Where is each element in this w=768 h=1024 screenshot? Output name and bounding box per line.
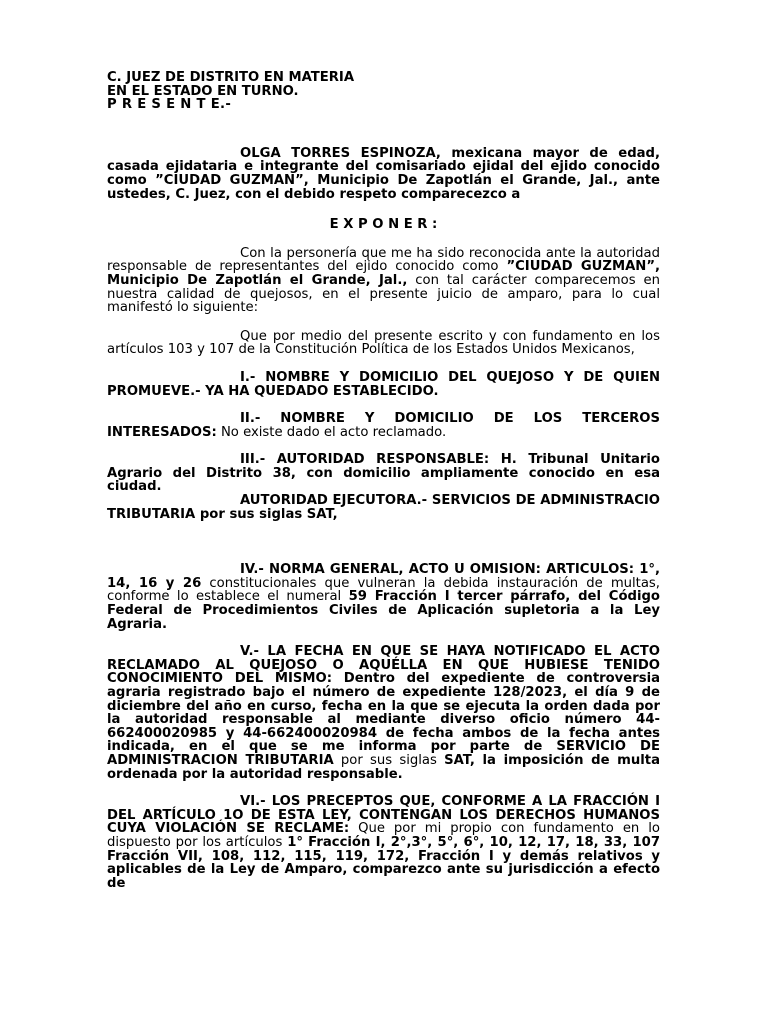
section-iv: IV.- NORMA GENERAL, ACTO U OMISION: ARTICULOS: 1°, 14, 16 y 26 constitucionales que vulneran la debida instauración de multas, conforme lo establece el numeral 59 Fracción I tercer párrafo, del Código Federal de Procedimientos Civiles de Aplicación supletoria a la Ley Agraria. [107, 562, 660, 632]
section-vi: VI.- LOS PRECEPTOS QUE, CONFORME A LA FRACCIÓN I DEL ARTÍCULO 1O DE ESTA LEY, CONTENGAN LOS DERECHOS HUMANOS CUYA VIOLACIÓN SE RECLAME: Que por mi propio con fundamento en lo dispuesto por los artículos 1° Fracción I, 2°,3°, 5°, 6°, 10, 12, 17, 18, 33, 107 Fracción VII, 108, 112, 115, 119, 172, Fracción I y demás relativos y aplicables de la Ley de Amparo, comparezco ante su jurisdicción a efecto de [107, 794, 660, 891]
section-iii: III.- AUTORIDAD RESPONSABLE: H. Tribunal Unitario Agrario del Distrito 38, con domicilio ampliamente conocido en esa ciudad. [107, 452, 660, 495]
exponer-heading: E X P O N E R : [329, 217, 438, 233]
petitioner-name: OLGA TORRES ESPINOZA, [240, 145, 441, 161]
section-ii: II.- NOMBRE Y DOMICILIO DE LOS TERCEROS INTERESADOS: No existe dado el acto reclamado. [107, 411, 660, 440]
section-v: V.- LA FECHA EN QUE SE HAYA NOTIFICADO EL ACTO RECLAMADO AL QUEJOSO O AQUÉLLA EN QUE HUBIESE TENIDO CONOCIMIENTO DEL MISMO: Dentro del expediente de controversia agraria registrado bajo el número de expediente 128/2023, el día 9 de diciembre del año en curso, fecha en la que se ejecuta la orden dada por la autoridad responsable al mediante diverso oficio número 44-662400020985 y 44-662400020984 de fecha ambos de la fecha antes indicada, en el que se me informa por parte de SERVICIO DE ADMINISTRACION TRIBUTARIA por sus siglas SAT, la imposición de multa ordenada por la autoridad responsable. [107, 644, 660, 782]
fundamento-paragraph: Que por medio del presente escrito y con fundamento en los artículos 103 y 107 de la Constitución Política de los Estados Unidos Mexicanos, [107, 328, 660, 358]
addressee-line-1: C. JUEZ DE DISTRITO EN MATERIA [107, 70, 355, 85]
addressee-line-2: EN EL ESTADO EN TURNO. [107, 83, 299, 99]
section-i: I.- NOMBRE Y DOMICILIO DEL QUEJOSO Y DE QUIEN PROMUEVE.- YA HA QUEDADO ESTABLECIDO. [107, 369, 660, 399]
document-body [107, 71, 660, 890]
presente-line: P R E S E N T E.- [107, 97, 232, 113]
personeria-paragraph: Con la personería que me ha sido reconocida ante la autoridad responsable de representantes del ejido conocido como ”CIUDAD GUZMAN”, Municipio De Zapotlán el Grande, Jal., con tal carácter comparecemos en nuestra calidad de quejosos, en el presente juicio de amparo, para lo cual manifestó lo siguiente: [107, 245, 660, 316]
intro-paragraph: OLGA TORRES ESPINOZA, mexicana mayor de edad, casada ejidataria e integrante del comisariado ejidal del ejido conocido como ”CIUDAD GUZMAN”, Municipio De Zapotlán el Grande, Jal., ante ustedes, C. Juez, con el debido respeto comparecezco a [107, 145, 660, 202]
section-iii-ejecutora: AUTORIDAD EJECUTORA.- SERVICIOS DE ADMINISTRACIO TRIBUTARIA por sus siglas SAT, [107, 493, 660, 522]
